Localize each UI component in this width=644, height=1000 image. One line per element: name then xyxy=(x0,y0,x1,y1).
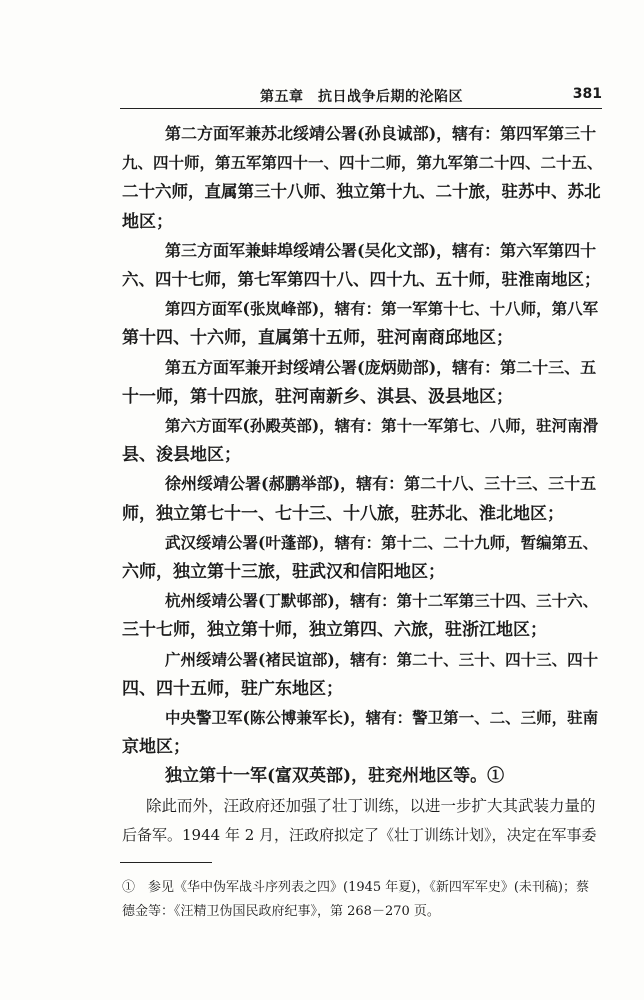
text-line: 师，独立第七十一、七十三、十八旅，驻苏北、淮北地区； xyxy=(122,503,564,524)
text-line: 十一师，第十四旅，驻河南新乡、淇县、汲县地区； xyxy=(122,386,513,407)
text-line: 第十四、十六师，直属第十五师，驻河南商邱地区； xyxy=(122,328,513,349)
text-line: 四、四十五师，驻广东地区； xyxy=(122,678,343,699)
page-number: 381 xyxy=(572,86,602,102)
chapter-title: 第五章 抗日战争后期的沦陷区 xyxy=(260,89,463,105)
running-header xyxy=(120,84,602,109)
text-line: 第三方面军兼蚌埠绥靖公署(吴化文部)，辖有：第六军第四十 xyxy=(165,240,597,260)
text-line: 第二方面军兼苏北绥靖公署(孙良诚部)，辖有：第四军第三十 xyxy=(165,124,597,143)
text-line: 中央警卫军(陈公博兼军长)，辖有：警卫第一、二、三师，驻南 xyxy=(165,708,599,727)
text-line: 除此而外，汪政府还加强了壮丁训练，以进一步扩大其武装力量的 xyxy=(146,796,596,815)
text-line: 徐州绥靖公署(郝鹏举部)，辖有：第二十八、三十三、三十五 xyxy=(165,474,597,494)
footnote-divider xyxy=(120,862,212,863)
text-line: 地区； xyxy=(122,211,173,232)
text-line: 第五方面军兼开封绥靖公署(庞炳勋部)，辖有：第二十三、五 xyxy=(165,357,597,377)
text-line: 京地区； xyxy=(122,737,190,758)
text-line: 后备军。1944 年 2 月，汪政府拟定了《壮丁训练计划》，决定在军事委 xyxy=(122,825,597,844)
text-line: 武汉绥靖公署(叶蓬部)，辖有：第十二、二十九师，暂编第五、 xyxy=(165,532,599,552)
footnote-line: ① 参见《华中伪军战斗序列表之四》(1945 年夏)，《新四军军史》(未刊稿)；蔡 xyxy=(122,880,590,895)
text-line: 独立第十一军(富双英部)，驻兖州地区等。① xyxy=(165,766,505,787)
text-line: 三十七师，独立第十师，独立第四、六旅，驻浙江地区； xyxy=(122,620,547,641)
text-line: 六师，独立第十三旅，驻武汉和信阳地区； xyxy=(122,562,445,582)
text-line: 广州绥靖公署(褚民谊部)，辖有：第二十、三十、四十三、四十 xyxy=(165,649,599,669)
text-line: 县、浚县地区； xyxy=(122,445,241,466)
footnote-line: 德金等：《汪精卫伪国民政府纪事》，第 268－270 页。 xyxy=(122,904,440,919)
text-line: 六、四十七师，第七军第四十八、四十九、五十师，驻淮南地区； xyxy=(122,270,601,289)
text-line: 九、四十师，第五军第四十一、四十二师，第九军第二十四、二十五、 xyxy=(122,153,603,173)
text-line: 杭州绥靖公署(丁默邨部)，辖有：第十二军第三十四、三十六、 xyxy=(165,591,599,611)
text-line: 二十六师，直属第三十八师、独立第十九、二十旅，驻苏中、苏北 xyxy=(122,182,601,202)
text-line: 第六方面军(孙殿英部)，辖有：第十一军第七、八师，驻河南滑 xyxy=(165,416,599,435)
text-line: 第四方面军(张岚峰部)，辖有：第一军第十七、十八师，第八军 xyxy=(165,299,599,319)
